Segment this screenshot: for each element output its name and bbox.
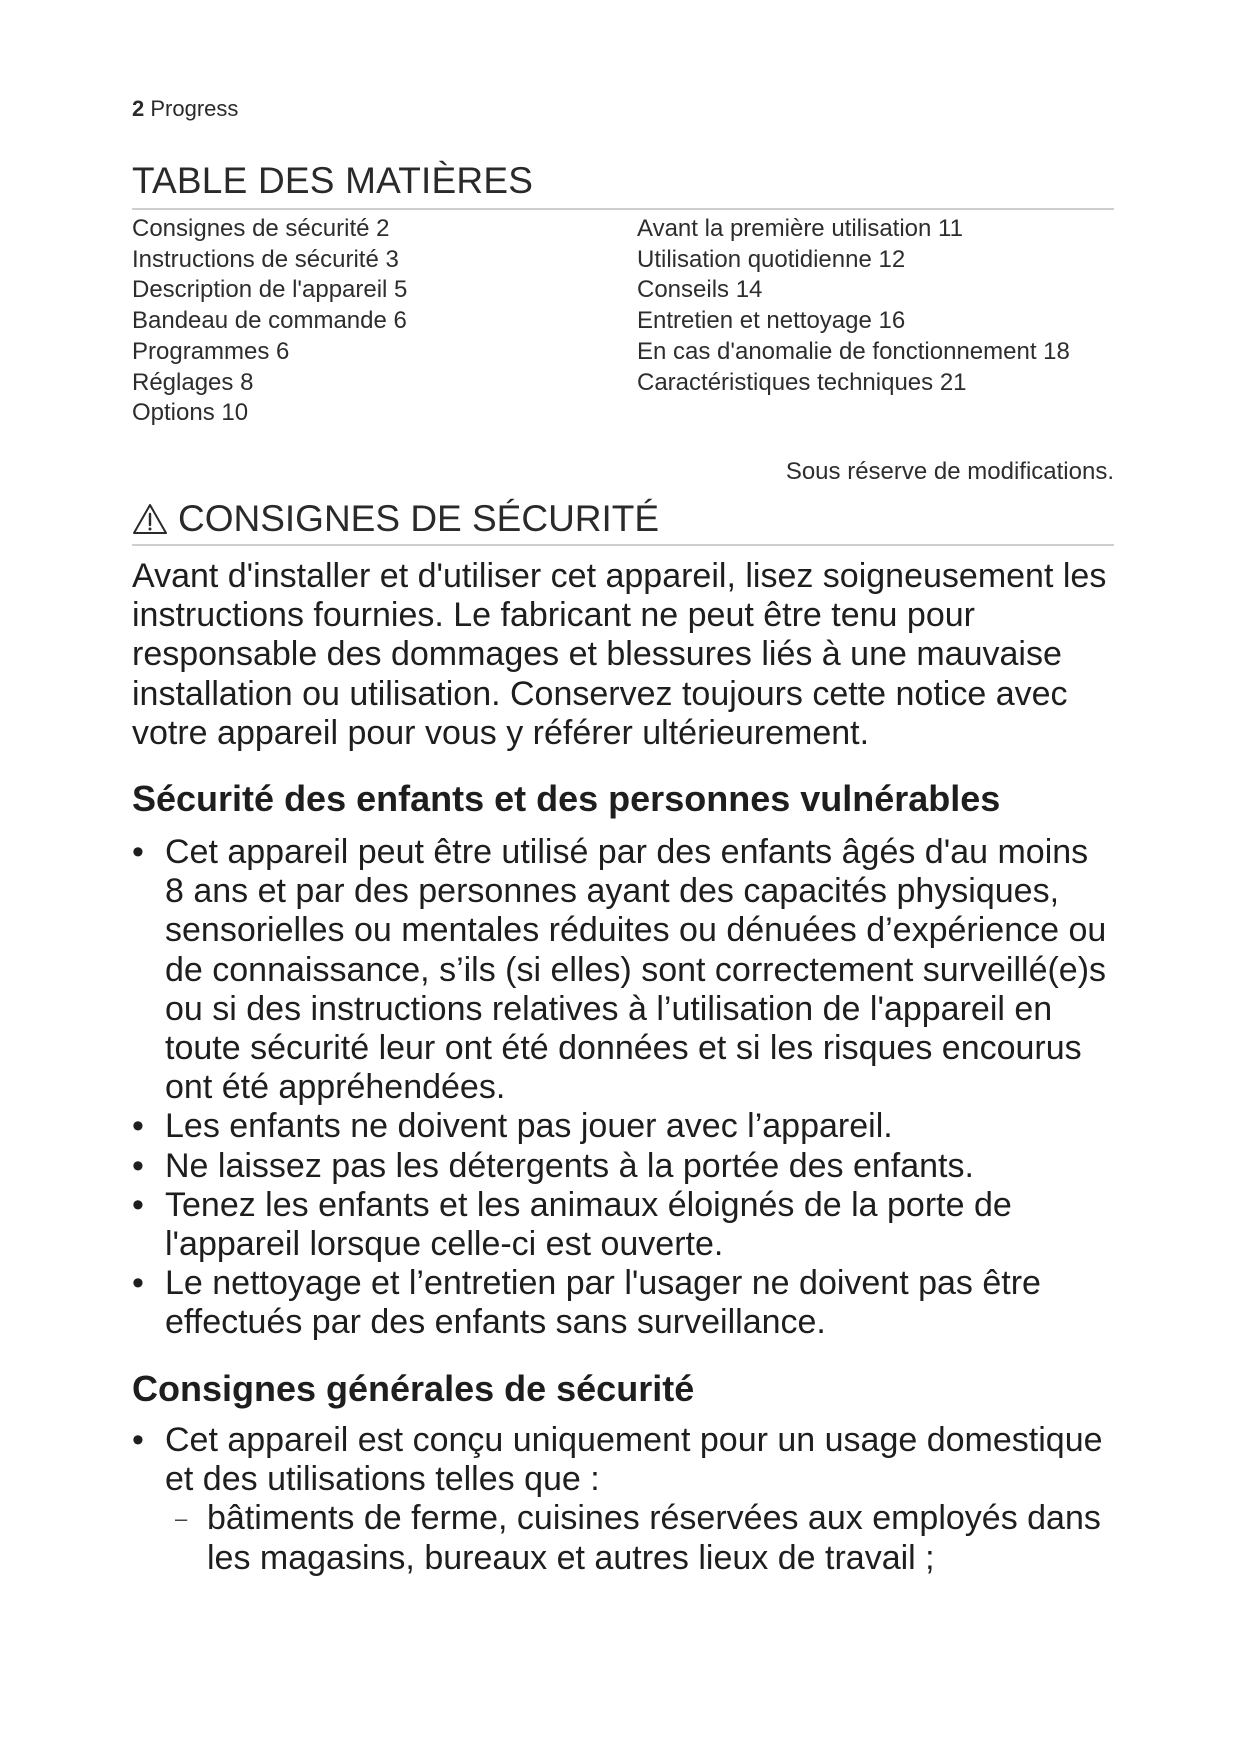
- toc-title: TABLE DES MATIÈRES: [132, 160, 534, 201]
- toc-entry[interactable]: Programmes 6: [132, 337, 290, 365]
- list-item: [132, 833, 1114, 1107]
- toc-left-column: [132, 214, 407, 429]
- list-item: [132, 1186, 1114, 1264]
- list-item-text: Cet appareil peut être utilisé par des enfants âgés d'au moins 8 ans et par des personnes ayant des capacités physiques, sensorielles ou mentales réduites ou dénuées d’expérience ou de connaissance, s’ils (si elles) sont correctement surveillé(e)s ou si des instructions relatives à l’utilisation de l'appareil en toute sécurité leur ont été données et si les risques encourus ont été appréhendées.: [165, 833, 1107, 1107]
- list-item: [132, 1421, 1114, 1578]
- list-item-text: Cet appareil est conçu uniquement pour un usage domestique et des utilisations telles que :: [165, 1421, 1103, 1499]
- page-number: 2: [132, 96, 145, 121]
- children-safety-heading: Sécurité des enfants et des personnes vulnérables: [132, 778, 1001, 819]
- safety-divider: [132, 544, 1114, 546]
- bullet: •: [132, 833, 144, 871]
- list-item-text: Les enfants ne doivent pas jouer avec l’appareil.: [165, 1107, 893, 1146]
- toc-entry[interactable]: Avant la première utilisation 11: [637, 215, 963, 242]
- bullet: •: [132, 1146, 144, 1185]
- list-item-text: Ne laissez pas les détergents à la portée des enfants.: [165, 1146, 974, 1185]
- bullet: •: [132, 1107, 144, 1146]
- toc-entry[interactable]: Entretien et nettoyage 16: [637, 307, 906, 335]
- sub-list-item-text: bâtiments de ferme, cuisines réservées aux employés dans les magasins, bureaux et autres lieux de travail ;: [207, 1499, 1101, 1577]
- toc-entry[interactable]: Réglages 8: [132, 368, 254, 396]
- children-safety-list: [132, 833, 1114, 1343]
- toc-entry[interactable]: Caractéristiques techniques 21: [637, 368, 967, 396]
- modification-notice: Sous réserve de modifications.: [785, 458, 1114, 485]
- toc-entry[interactable]: Consignes de sécurité 2: [132, 215, 390, 242]
- list-item: [132, 1147, 1114, 1186]
- dash: –: [175, 1506, 188, 1532]
- toc-entry[interactable]: Options 10: [132, 399, 249, 427]
- toc-entry[interactable]: Instructions de sécurité 3: [132, 245, 399, 273]
- safety-title-text: CONSIGNES DE SÉCURITÉ: [178, 498, 660, 539]
- brand-name: Progress: [150, 96, 239, 121]
- list-item: [132, 1107, 1114, 1146]
- list-item-text: Tenez les enfants et les animaux éloignés de la porte de l'appareil lorsque celle-ci est ouverte.: [165, 1185, 1012, 1264]
- list-item: [132, 1264, 1114, 1342]
- bullet: •: [132, 1421, 144, 1459]
- toc-right-column: [637, 214, 1070, 398]
- toc-divider: [132, 208, 1114, 210]
- toc-entry[interactable]: Conseils 14: [637, 276, 763, 304]
- toc-entry[interactable]: En cas d'anomalie de fonctionnement 18: [637, 337, 1070, 365]
- list-item-text: Le nettoyage et l’entretien par l'usager ne doivent pas être effectués par des enfants sans surveillance.: [165, 1264, 1041, 1342]
- bullet: •: [132, 1264, 144, 1303]
- general-safety-heading: Consignes générales de sécurité: [132, 1368, 695, 1409]
- safety-intro: Avant d'installer et d'utiliser cet appareil, lisez soigneusement les instructions fournies. Le fabricant ne peut être tenu pour responsable des dommages et blessures liés à une mauvaise installation ou utilisation. Conservez toujours cette notice avec votre appareil pour vous y référer ultérieurement.: [132, 557, 1107, 752]
- safety-section-title: [132, 498, 659, 540]
- page-header: [132, 96, 238, 122]
- general-safety-list: [132, 1421, 1114, 1578]
- warning-icon: [132, 503, 168, 535]
- toc-entry[interactable]: Bandeau de commande 6: [132, 307, 407, 335]
- toc-entry[interactable]: Description de l'appareil 5: [132, 276, 408, 304]
- toc-entry[interactable]: Utilisation quotidienne 12: [637, 245, 906, 273]
- sub-list: [165, 1499, 1114, 1577]
- sub-list-item: [165, 1499, 1114, 1577]
- bullet: •: [132, 1185, 144, 1224]
